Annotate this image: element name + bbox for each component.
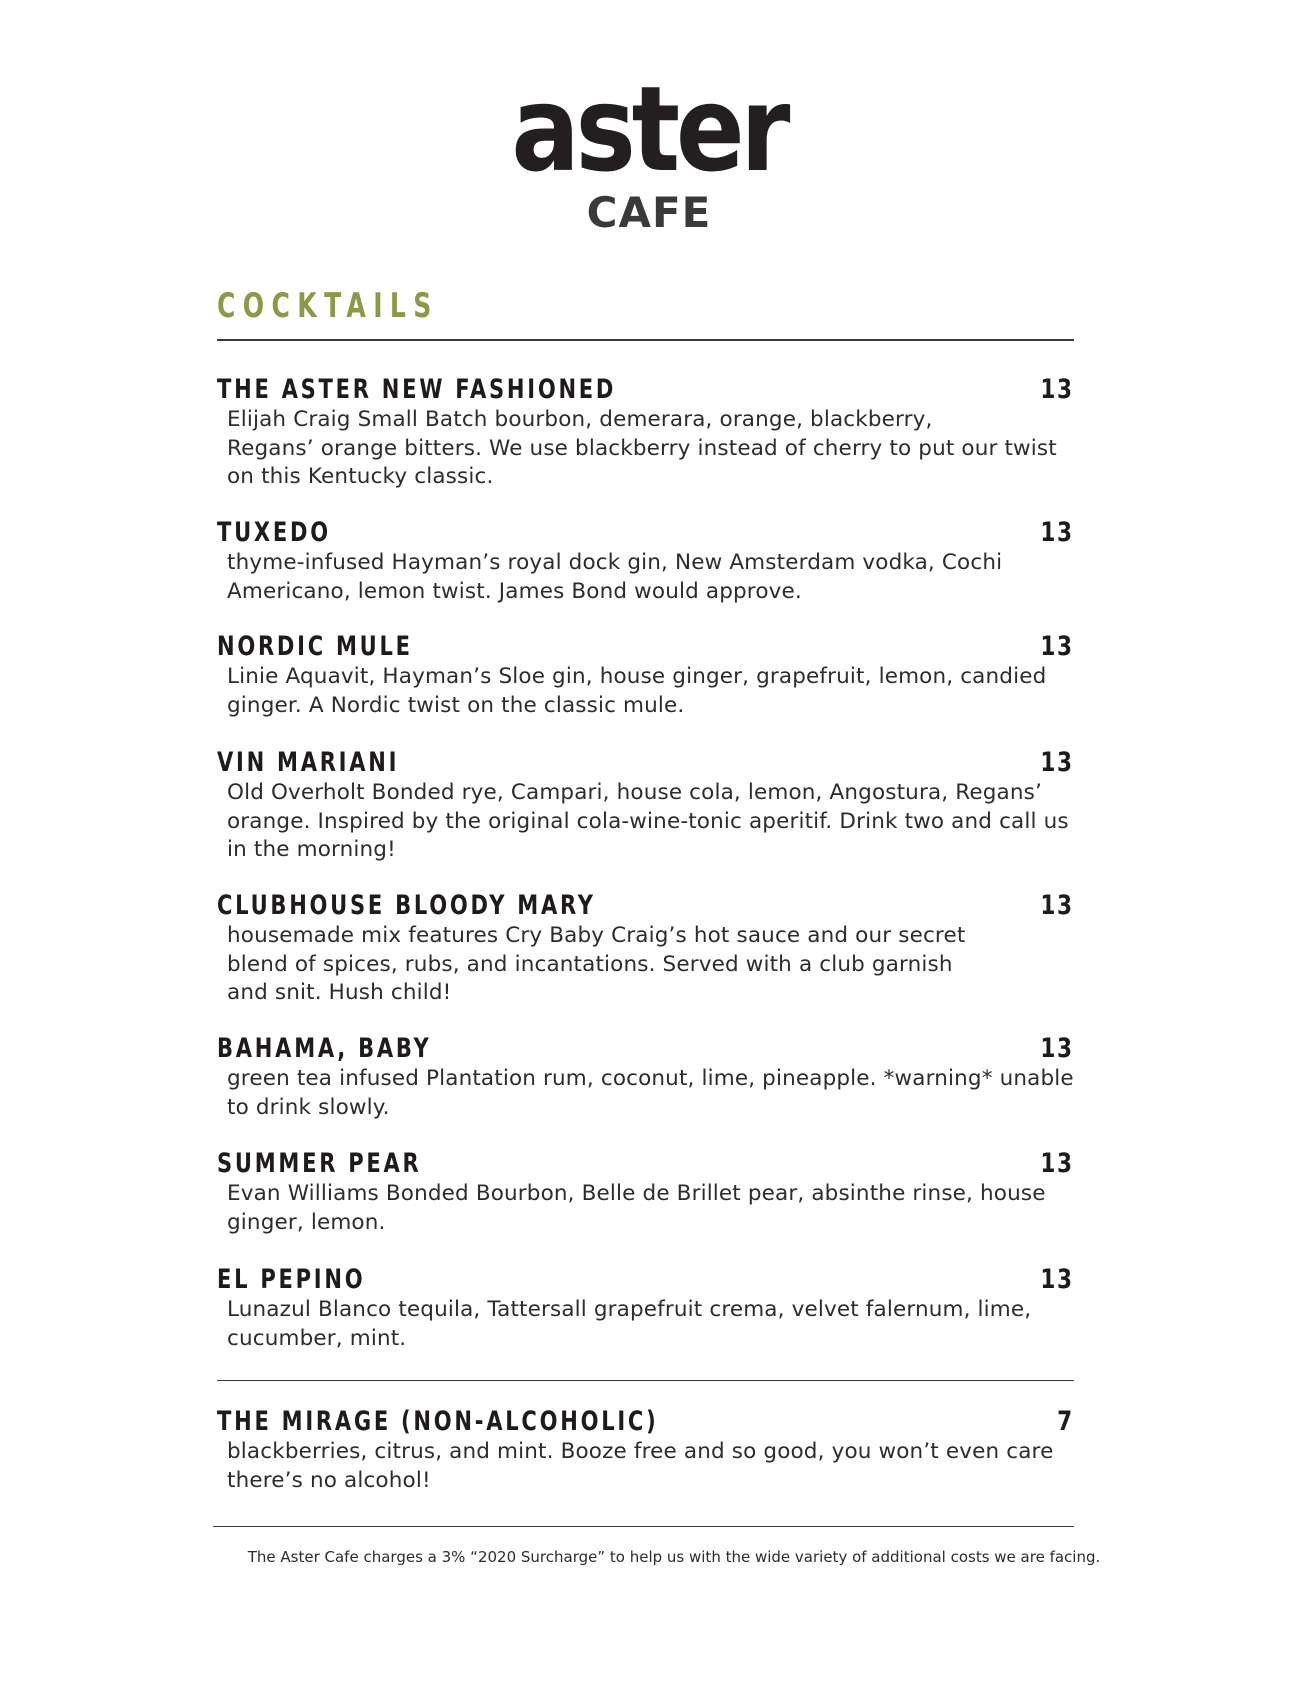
menu-item-name: TUXEDO	[217, 517, 331, 548]
description-line: housemade mix features Cry Baby Craig’s hot sauce and our secret	[227, 923, 966, 948]
menu-item-description	[227, 406, 1074, 492]
description-line: blackberries, citrus, and mint. Booze free and so good, you won’t even care	[227, 1439, 1054, 1464]
description-line: Evan Williams Bonded Bourbon, Belle de Brillet pear, absinthe rinse, house	[227, 1181, 1046, 1206]
description-line: thyme-infused Hayman’s royal dock gin, New Amsterdam vodka, Cochi	[227, 550, 1003, 575]
description-line: cucumber, mint.	[227, 1325, 407, 1351]
description-line: ginger, lemon.	[227, 1209, 386, 1235]
menu-item-description	[227, 1438, 1074, 1495]
logo-wordmark: aster	[511, 60, 787, 198]
menu-item-header	[217, 1033, 1074, 1065]
menu-item-name: THE MIRAGE (NON-ALCOHOLIC)	[217, 1406, 659, 1437]
menu-item-price: 13	[1040, 1148, 1074, 1179]
description-line: blend of spices, rubs, and incantations. Served with a club garnish	[227, 951, 953, 977]
footer-divider	[213, 1526, 1074, 1527]
description-line: Americano, lemon twist. James Bond would approve.	[227, 578, 802, 604]
description-line: on this Kentucky classic.	[227, 464, 494, 489]
menu-item-price: 13	[1040, 747, 1074, 778]
menu-item-header	[217, 517, 1074, 549]
description-line: and snit. Hush child!	[227, 980, 452, 1005]
menu-item	[217, 1148, 1074, 1237]
menu-item-price: 13	[1040, 1264, 1074, 1295]
surcharge-note: The Aster Cafe charges a 3% “2020 Surcharge” to help us with the wide variety of additional costs we are facing.	[247, 1548, 1101, 1566]
description-line: orange. Inspired by the original cola-wine-tonic aperitif. Drink two and call us	[227, 808, 1069, 834]
menu-item-header	[217, 1264, 1074, 1296]
menu-item	[217, 1033, 1074, 1122]
menu-item-description	[227, 779, 1074, 865]
description-line: Elijah Craig Small Batch bourbon, demerara, orange, blackberry,	[227, 407, 933, 432]
menu-item-description	[227, 549, 1074, 606]
menu-item-header	[217, 1406, 1074, 1438]
menu-item-name: BAHAMA, BABY	[217, 1033, 432, 1064]
description-line: Linie Aquavit, Hayman’s Sloe gin, house ginger, grapefruit, lemon, candied	[227, 664, 1047, 689]
menu-item-description	[227, 922, 1074, 1008]
menu-item	[217, 747, 1074, 865]
menu-item-header	[217, 1148, 1074, 1180]
menu-item-description	[227, 663, 1074, 720]
menu-item-price: 13	[1040, 374, 1074, 405]
menu-item-name: CLUBHOUSE BLOODY MARY	[217, 890, 596, 921]
description-line: ginger. A Nordic twist on the classic mule.	[227, 692, 685, 718]
description-line: there’s no alcohol!	[227, 1467, 431, 1493]
menu-item-price: 13	[1040, 1033, 1074, 1064]
description-line: green tea infused Plantation rum, coconut, lime, pineapple. *warning* unable	[227, 1066, 1074, 1091]
menu-item	[217, 1406, 1074, 1495]
non-alcoholic-divider	[217, 1380, 1074, 1381]
logo	[0, 60, 1298, 237]
section-divider	[217, 339, 1074, 341]
menu-item-name: NORDIC MULE	[217, 631, 413, 662]
menu-item	[217, 374, 1074, 492]
description-line: in the morning!	[227, 837, 396, 862]
menu-item-description	[227, 1296, 1074, 1353]
menu-item-description	[227, 1065, 1074, 1122]
description-line: to drink slowly.	[227, 1094, 390, 1120]
menu-item-header	[217, 890, 1074, 922]
menu-item-name: THE ASTER NEW FASHIONED	[217, 374, 617, 405]
menu-item-name: VIN MARIANI	[217, 747, 400, 778]
menu-item	[217, 890, 1074, 1008]
menu-item	[217, 517, 1074, 606]
menu-item-description	[227, 1180, 1074, 1237]
menu-item-name: EL PEPINO	[217, 1264, 366, 1295]
description-line: Regans’ orange bitters. We use blackberry instead of cherry to put our twist	[227, 435, 1057, 461]
menu-item-header	[217, 631, 1074, 663]
menu-item-price: 7	[1057, 1406, 1074, 1437]
description-line: Lunazul Blanco tequila, Tattersall grapefruit crema, velvet falernum, lime,	[227, 1297, 1032, 1322]
section-title: COCKTAILS	[217, 286, 439, 326]
menu-item-header	[217, 374, 1074, 406]
menu-item-price: 13	[1040, 631, 1074, 662]
menu-item-name: SUMMER PEAR	[217, 1148, 422, 1179]
description-line: Old Overholt Bonded rye, Campari, house cola, lemon, Angostura, Regans’	[227, 780, 1042, 805]
menu-item	[217, 631, 1074, 720]
logo-subtitle: CAFE	[586, 188, 712, 237]
menu-item-header	[217, 747, 1074, 779]
menu-item-price: 13	[1040, 517, 1074, 548]
menu-item-price: 13	[1040, 890, 1074, 921]
menu-item	[217, 1264, 1074, 1353]
